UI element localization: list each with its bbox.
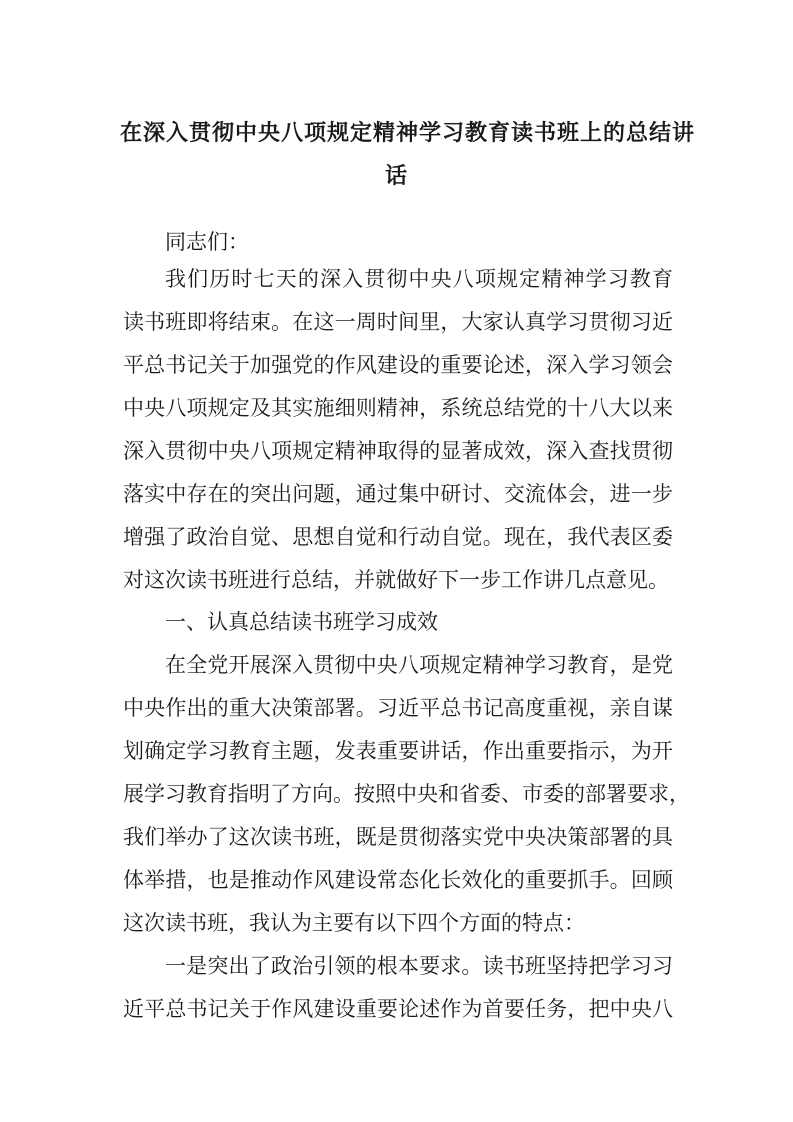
body-line: 我们举办了这次读书班，既是贯彻落实党中央决策部署的具	[123, 825, 673, 849]
section-heading: 一、认真总结读书班学习成效	[165, 610, 438, 634]
body-line: 这次读书班，我认为主要有以下四个方面的特点：	[123, 911, 585, 935]
body-line: 近平总书记关于作风建设重要论述作为首要任务，把中央八	[123, 997, 673, 1021]
body-line: 体举措，也是推动作风建设常态化长效化的重要抓手。回顾	[123, 868, 673, 892]
body-line: 在全党开展深入贯彻中央八项规定精神学习教育，是党	[165, 653, 673, 677]
document-title-line-2: 话	[384, 164, 408, 189]
body-line: 划确定学习教育主题，发表重要讲话，作出重要指示，为开	[123, 739, 673, 763]
body-line: 增强了政治自觉、思想自觉和行动自觉。现在，我代表区委	[123, 525, 673, 549]
body-line: 对这次读书班进行总结，并就做好下一步工作讲几点意见。	[123, 568, 669, 592]
document-title-line-1: 在深入贯彻中央八项规定精神学习教育读书班上的总结讲	[120, 121, 696, 146]
body-line: 落实中存在的突出问题，通过集中研讨、交流体会，进一步	[123, 482, 673, 506]
body-line: 中央作出的重大决策部署。习近平总书记高度重视，亲自谋	[123, 696, 673, 720]
body-line: 平总书记关于加强党的作风建设的重要论述，深入学习领会	[123, 353, 673, 377]
salutation: 同志们：	[165, 230, 249, 254]
body-line: 展学习教育指明了方向。按照中央和省委、市委的部署要求，	[123, 782, 690, 806]
body-line: 中央八项规定及其实施细则精神，系统总结党的十八大以来	[123, 396, 673, 420]
body-line: 读书班即将结束。在这一周时间里，大家认真学习贯彻习近	[123, 310, 673, 334]
body-line: 我们历时七天的深入贯彻中央八项规定精神学习教育	[165, 267, 673, 291]
body-line: 深入贯彻中央八项规定精神取得的显著成效，深入查找贯彻	[123, 439, 673, 463]
body-line: 一是突出了政治引领的根本要求。读书班坚持把学习习	[165, 954, 673, 978]
